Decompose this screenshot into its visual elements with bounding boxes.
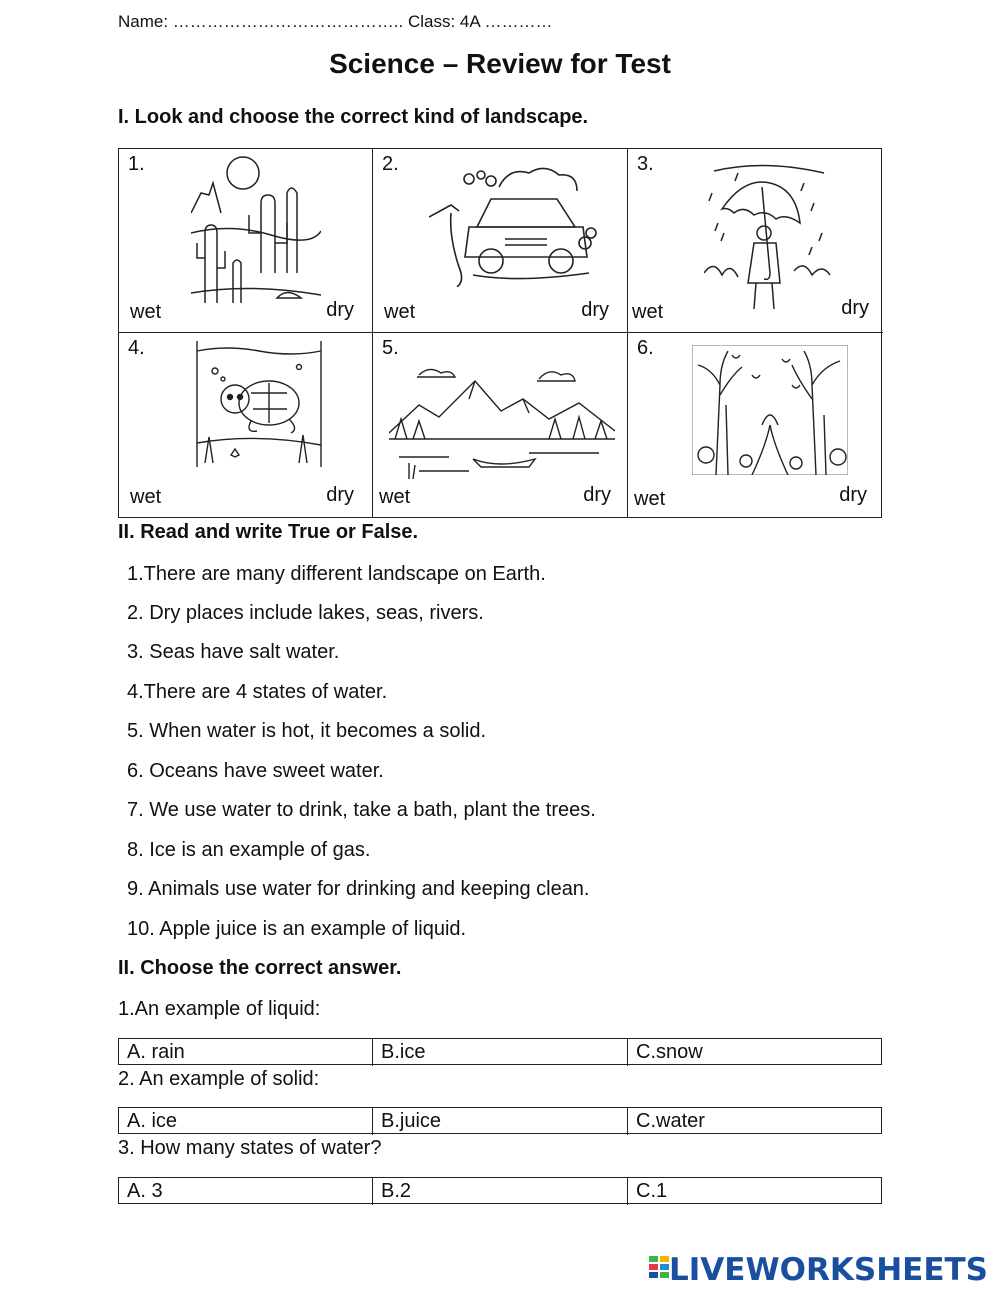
section1-heading: I. Look and choose the correct kind of landscape. [118,106,589,128]
dry-option[interactable]: dry [326,299,354,321]
wet-option[interactable]: wet [130,301,162,323]
mountain-lake-icon [389,353,615,479]
options-row-3 [118,1177,882,1204]
wet-option[interactable]: wet [632,301,664,323]
tf-item-1: 1.There are many different landscape on Earth. [127,563,546,585]
options-row-1 [118,1038,882,1065]
tf-item-2: 2. Dry places include lakes, seas, rivers. [127,602,484,624]
tf-item-5: 5. When water is hot, it becomes a solid. [127,720,487,742]
landscape-cell-4 [119,333,373,517]
name-class-line: Name: ………………………………….. Class: 4A ………… [118,12,553,31]
option-c[interactable]: C.1 [636,1180,668,1202]
option-c[interactable]: C.snow [636,1041,703,1063]
tf-item-7: 7. We use water to drink, take a bath, plant the trees. [127,799,596,821]
liveworksheets-logo [649,1252,988,1288]
question-1: 1.An example of liquid: [118,998,321,1020]
logo-blocks-icon [649,1256,669,1284]
tf-item-8: 8. Ice is an example of gas. [127,839,371,861]
tf-item-3: 3. Seas have salt water. [127,641,340,663]
option-b[interactable]: B.2 [373,1178,628,1205]
landscape-cell-6 [628,333,883,517]
tf-item-6: 6. Oceans have sweet water. [127,760,384,782]
tf-item-10: 10. Apple juice is an example of liquid. [127,918,467,940]
tf-item-9: 9. Animals use water for drinking and keeping clean. [127,878,590,900]
landscape-cell-5 [373,333,628,517]
desert-cactus-icon [191,153,321,309]
cell-number: 2. [382,153,399,175]
page-title: Science – Review for Test [329,48,671,79]
landscape-cell-2 [373,149,628,333]
cell-number: 6. [637,337,654,359]
landscape-cell-3 [628,149,883,333]
cell-number: 4. [128,337,145,359]
option-a[interactable]: A. 3 [119,1178,373,1205]
section3-heading: II. Choose the correct answer. [118,957,402,979]
question-3: 3. How many states of water? [118,1137,382,1159]
question-2: 2. An example of solid: [118,1068,320,1090]
wet-option[interactable]: wet [634,488,666,510]
option-a[interactable]: A. rain [119,1039,373,1066]
forest-icon [692,345,848,475]
landscape-cell-1 [119,149,373,333]
dry-option[interactable]: dry [839,484,867,506]
dry-option[interactable]: dry [326,484,354,506]
option-b[interactable]: B.ice [373,1039,628,1066]
option-c[interactable]: C.water [636,1110,705,1132]
option-b[interactable]: B.juice [373,1108,628,1135]
logo-text: LIVEWORKSHEETS [669,1252,988,1288]
landscape-grid [118,148,882,518]
cell-number: 5. [382,337,399,359]
options-row-2 [118,1107,882,1134]
option-a[interactable]: A. ice [119,1108,373,1135]
dry-option[interactable]: dry [583,484,611,506]
rain-umbrella-icon [704,163,834,313]
cell-number: 1. [128,153,145,175]
car-wash-icon [429,157,599,287]
dry-option[interactable]: dry [581,299,609,321]
wet-option[interactable]: wet [379,486,411,508]
sea-turtle-icon [195,337,323,471]
dry-option[interactable]: dry [841,297,869,319]
wet-option[interactable]: wet [130,486,162,508]
section2-heading: II. Read and write True or False. [118,521,419,543]
tf-item-4: 4.There are 4 states of water. [127,681,388,703]
cell-number: 3. [637,153,654,175]
wet-option[interactable]: wet [384,301,416,323]
